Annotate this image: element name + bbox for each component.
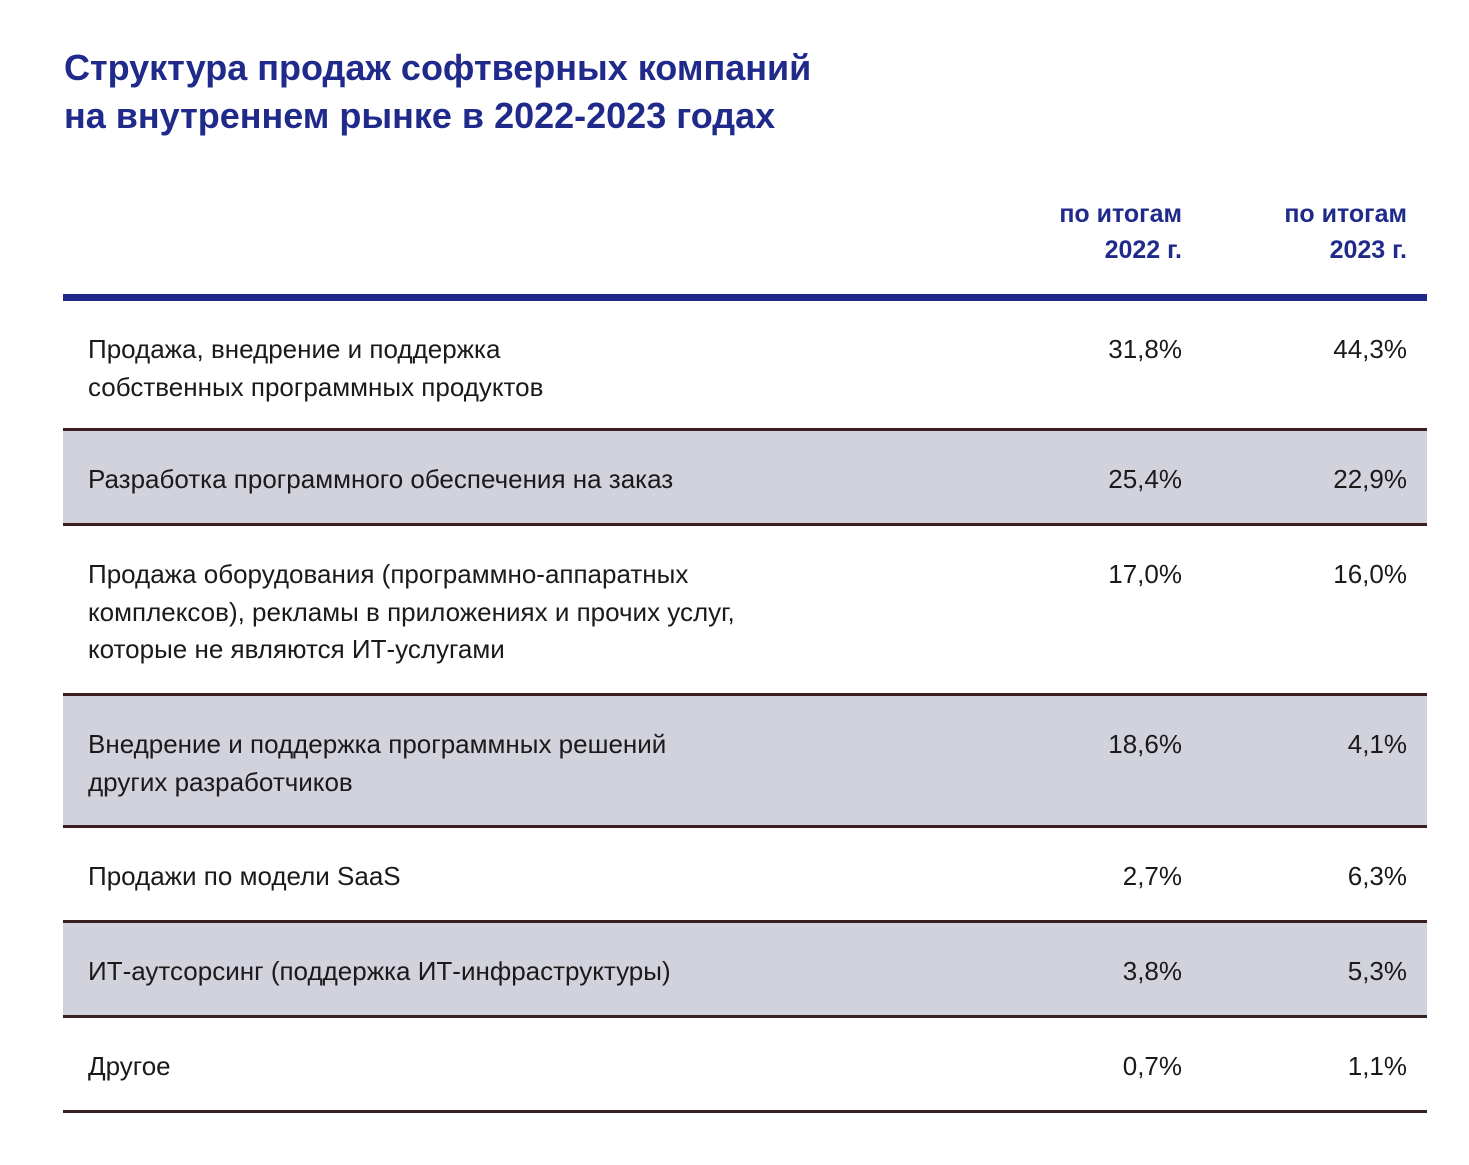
row-label-line: Внедрение и поддержка программных решений — [88, 729, 667, 759]
column-header-2023-line-1: по итогам — [1284, 200, 1407, 228]
title-line-1: Структура продаж софтверных компаний — [64, 47, 812, 88]
title-line-2: на внутреннем рынке в 2022-2023 годах — [64, 95, 776, 136]
row-label-line: ИТ-аутсорсинг (поддержка ИТ-инфраструктуры) — [88, 956, 671, 986]
row-label-line: комплексов), рекламы в приложениях и прочих услуг, — [88, 596, 735, 627]
table-row — [63, 526, 1427, 696]
value-2022: 17,0% — [1108, 559, 1182, 589]
value-2023: 44,3% — [1333, 334, 1407, 364]
table-row — [63, 828, 1427, 923]
page-title — [64, 44, 1064, 140]
table-header — [63, 196, 1427, 301]
value-2023: 4,1% — [1347, 729, 1407, 759]
column-header-2022 — [1059, 196, 1182, 268]
row-label — [88, 858, 888, 896]
value-2023: 16,0% — [1333, 559, 1407, 589]
value-2022: 0,7% — [1122, 1051, 1182, 1081]
value-2022: 3,8% — [1122, 956, 1182, 986]
table-row — [63, 923, 1427, 1018]
value-2022: 25,4% — [1108, 464, 1182, 494]
row-label — [88, 726, 888, 801]
value-2022: 2,7% — [1122, 861, 1182, 891]
column-header-2022-line-2: 2022 г. — [1104, 236, 1182, 264]
row-label-line: Продажа, внедрение и поддержка — [88, 334, 501, 364]
row-label-line: других разработчиков — [88, 766, 353, 797]
row-label-line: Другое — [88, 1051, 171, 1081]
value-2023: 6,3% — [1347, 861, 1407, 891]
value-2022: 18,6% — [1108, 729, 1182, 759]
sales-structure-table — [63, 196, 1427, 1113]
table-row — [63, 301, 1427, 431]
row-label — [88, 331, 888, 406]
value-2022: 31,8% — [1108, 334, 1182, 364]
column-header-2023 — [1284, 196, 1407, 268]
column-header-2022-line-1: по итогам — [1059, 200, 1182, 228]
row-label — [88, 556, 888, 669]
value-2023: 1,1% — [1347, 1051, 1407, 1081]
table-row — [63, 696, 1427, 828]
row-label-line: Продажи по модели SaaS — [88, 861, 401, 891]
row-label — [88, 461, 888, 499]
row-label-line: собственных программных продуктов — [88, 371, 544, 402]
table-row — [63, 431, 1427, 526]
value-2023: 22,9% — [1333, 464, 1407, 494]
row-label-line: которые не являются ИТ-услугами — [88, 634, 505, 664]
row-label-line: Разработка программного обеспечения на заказ — [88, 464, 674, 494]
row-label-line: Продажа оборудования (программно-аппаратных — [88, 559, 689, 589]
value-2023: 5,3% — [1347, 956, 1407, 986]
column-header-2023-line-2: 2023 г. — [1329, 236, 1407, 264]
row-label — [88, 953, 888, 991]
row-label — [88, 1048, 888, 1086]
table-row — [63, 1018, 1427, 1113]
